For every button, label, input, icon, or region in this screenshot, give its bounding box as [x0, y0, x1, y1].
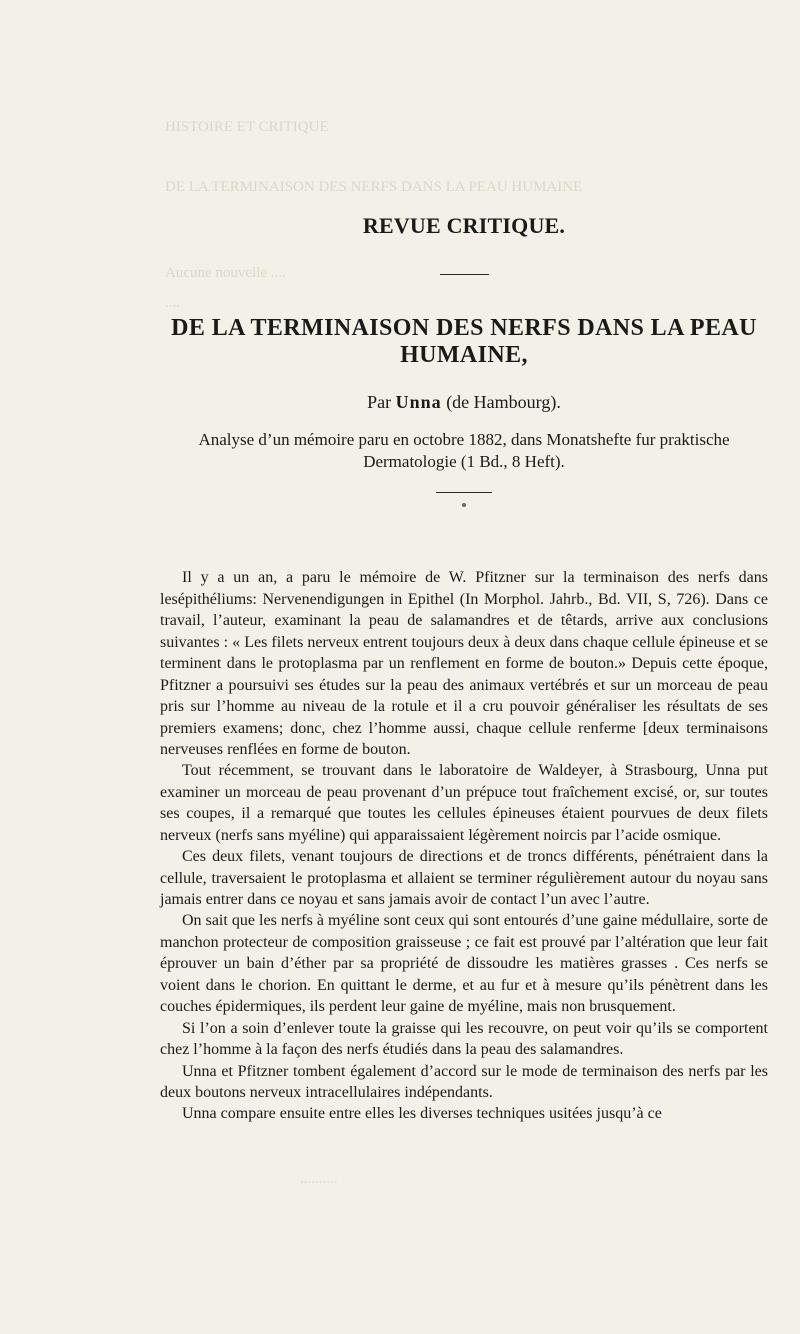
paragraph-5: Si l’on a soin d’enlever toute la graisse qui les recouvre, on peut voir qu’ils se comportent chez l’homme à la façon des nerfs étudiés dans la peau des salamandres. [160, 1019, 768, 1059]
author-prefix: Par [367, 391, 392, 412]
author-line [160, 392, 768, 413]
section-title: REVUE CRITIQUE. [362, 213, 566, 238]
title-rule [440, 274, 489, 275]
bleed-through-text-top: HISTOIRE ET CRITIQUE DE LA TERMINAISON DES NERFS DANS LA PEAU HUMAINE Aucune nouvelle .... .... [165, 119, 583, 311]
paragraph-6: Unna et Pfitzner tombent également d’accord sur le mode de terminaison des nerfs par les deux boutons nerveux intracellulaires indépendants. [160, 1062, 768, 1101]
main-title: DE LA TERMINAISON DES NERFS DANS LA PEAU HUMAINE, [171, 315, 757, 368]
paragraph-7: Unna compare ensuite entre elles les diverses techniques usitées jusqu’à ce [182, 1105, 662, 1123]
document-content [160, 214, 768, 1125]
paragraph-1: Il y a un an, a paru le mémoire de W. Pfitzner sur la terminaison des nerfs dans lesépithéliums: Nervenendigungen in Epithel (In Morphol. Jahrb., Bd. VII, S, 726). Dans ce travail, l’auteur, examinant la peau de salamandres et de têtards, arrive aux conclusions suivantes : « Les filets nerveux entrent toujours deux à deux dans chaque cellule épineuse et se terminent dans le protoplasma par un renflement en forme de bouton.» Depuis cette époque, Pfitzner a poursuivi ses études sur la peau des animaux vertébrés et sur un morceau de peau pris sur l’homme au niveau de la rotule et il a cru pouvoir généraliser les résultats de ses premiers examens; donc, chez l’homme aussi, chaque cellule renferme [deux terminaisons nerveuses renflées en forme de bouton. [160, 569, 768, 758]
paragraph-3: Ces deux filets, venant toujours de directions et de troncs différents, pénétraient dans la cellule, traversaient le protoplasma et allaient se terminer régulièrement autour du noyau sans jamais entrer dans ce noyau et sans jamais avoir de contact l’un avec l’autre. [160, 848, 768, 909]
author-suffix: (de Hambourg). [446, 391, 561, 412]
paragraph-4: On sait que les nerfs à myéline sont ceux qui sont entourés d’une gaine médullaire, sorte de manchon protecteur de composition graisseuse ; ce fait est prouvé par l’altération que leur fait éprouver un bain d’éther par sa propriété de dissoudre les matières grasses . Ces nerfs se voient dans le chorion. En quittant le derme, et au fur et à mesure qu’ils pénètrent dans les couches épidermiques, ils perdent leur gaine de myéline, mais non brusquement. [160, 912, 768, 1016]
analysis-line: Analyse d’un mémoire paru en octobre 1882, dans Monatshefte fur praktische Dermatologie (1 Bd., 8 Heft). [198, 429, 730, 471]
author-name: Unna [395, 391, 442, 412]
decorative-mark [462, 503, 466, 507]
bleed-through-text-bottom: .......... [300, 1171, 338, 1187]
article-body [160, 567, 768, 1124]
paragraph-2: Tout récemment, se trouvant dans le laboratoire de Waldeyer, à Strasbourg, Unna put examiner un morceau de peau provenant d’un prépuce tout fraîchement excisé, or, sur toutes ses coupes, il a remarqué que toutes les cellules épineuses étaient pourvues de deux filets nerveux (nerfs sans myéline) qui apparaissaient légèrement noircis par l’acide osmique. [160, 762, 768, 844]
section-divider [436, 492, 492, 493]
